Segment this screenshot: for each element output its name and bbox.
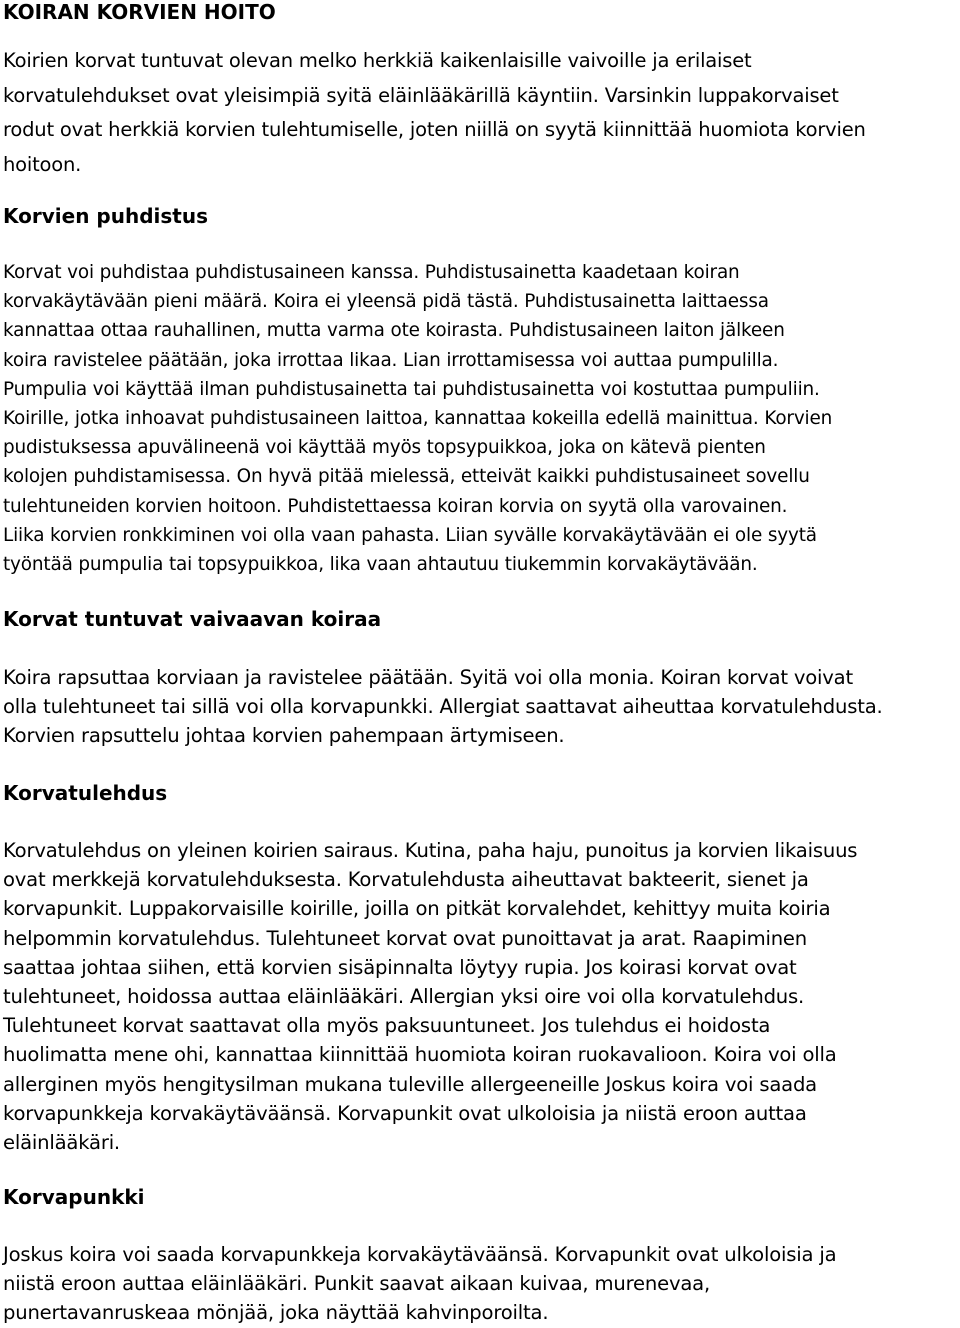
paragraph-line: helpommin korvatulehdus. Tulehtuneet korvat ovat punoittavat ja arat. Raapiminen (3, 926, 807, 950)
paragraph-line: Tulehtuneet korvat saattavat olla myös paksuuntuneet. Jos tulehdus ei hoidosta (3, 1014, 771, 1038)
paragraph-line: saattaa johtaa siihen, että korvien sisäpinnalta löytyy rupia. Jos koirasi korvat ovat (3, 955, 797, 979)
paragraph-line: Korvat voi puhdistaa puhdistusaineen kanssa. Puhdistusainetta kaadetaan koiran (3, 262, 740, 283)
paragraph-line: korvakäytävään pieni määrä. Koira ei yleensä pidä tästä. Puhdistusainetta laittaessa (3, 291, 769, 313)
paragraph-line: korvapunkkeja korvakäytäväänsä. Korvapunkit ovat ulkoloisia ja niistä eroon auttaa (3, 1101, 807, 1125)
paragraph-line: tulehtuneiden korvien hoitoon. Puhdistettaessa koiran korvia on syytä olla varovainen. (3, 495, 788, 517)
paragraph-line: huolimatta mene ohi, kannattaa kiinnittää huomiota koiran ruokavalioon. Koira voi olla (3, 1043, 837, 1067)
paragraph-line: allerginen myös hengitysilman mukana tuleville allergeeneille Joskus koira voi saada (3, 1072, 817, 1096)
page-title: KOIRAN KORVIEN HOITO (3, 0, 276, 24)
intro-line: hoitoon. (3, 152, 82, 176)
paragraph-line: niistä eroon auttaa eläinlääkäri. Punkit saavat aikaan kuivaa, murenevaa, (3, 1272, 710, 1296)
intro-line: rodut ovat herkkiä korvien tulehtumiselle, joten niillä on syytä kiinnittää huomiota korvien (3, 118, 866, 141)
section-heading: Korvapunkki (3, 1185, 145, 1209)
paragraph-line: Joskus koira voi saada korvapunkkeja korvakäytäväänsä. Korvapunkit ovat ulkoloisia ja (3, 1243, 837, 1266)
paragraph-line: korvapunkit. Luppakorvaisille koirille, joilla on pitkät korvalehdet, kehittyy muita koiria (3, 897, 831, 921)
paragraph-line: Liika korvien ronkkiminen voi olla vaan pahasta. Liian syvälle korvakäytävään ei ole syytä (3, 524, 817, 546)
intro-line: korvatulehdukset ovat yleisimpiä syitä eläinlääkärillä käyntiin. Varsinkin luppakorvaiset (3, 83, 839, 107)
section-heading: Korvatulehdus (3, 781, 168, 805)
section-heading: Korvat tuntuvat vaivaavan koiraa (3, 607, 382, 631)
intro-line: Koirien korvat tuntuvat olevan melko herkkiä kaikenlaisille vaivoille ja erilaiset (3, 49, 752, 72)
paragraph-line: Koirille, jotka inhoavat puhdistusaineen laittoa, kannattaa kokeilla edellä mainittua. Korvien (3, 408, 833, 430)
paragraph-line: olla tulehtuneet tai sillä voi olla korvapunkki. Allergiat saattavat aiheuttaa korvatulehdusta. (3, 695, 883, 719)
paragraph-line: ovat merkkejä korvatulehduksesta. Korvatulehdusta aiheuttavat bakteerit, sienet ja (3, 868, 809, 892)
section-paragraph (3, 663, 958, 751)
paragraph-line: Koira rapsuttaa korviaan ja ravistelee päätään. Syitä voi olla monia. Koiran korvat voivat (3, 666, 853, 689)
paragraph-line: kolojen puhdistamisessa. On hyvä pitää mielessä, etteivät kaikki puhdistusaineet sovellu (3, 466, 810, 488)
paragraph-line: koira ravistelee päätään, joka irrottaa likaa. Lian irrottamisessa voi auttaa pumpulilla. (3, 349, 779, 371)
paragraph-line: eläinlääkäri. (3, 1131, 120, 1155)
paragraph-line: punertavanruskeaa mönjää, joka näyttää kahvinporoilta. (3, 1301, 549, 1325)
section-paragraph (3, 836, 958, 1157)
paragraph-line: kannattaa ottaa rauhallinen, mutta varma ote koirasta. Puhdistusaineen laiton jälkeen (3, 320, 785, 342)
paragraph-line: pudistuksessa apuvälineenä voi käyttää myös topsypuikkoa, joka on kätevä pienten (3, 437, 766, 459)
paragraph-line: tulehtuneet, hoidossa auttaa eläinlääkäri. Allergian yksi oire voi olla korvatulehdus. (3, 985, 805, 1009)
paragraph-line: Korvien rapsuttelu johtaa korvien pahempaan ärtymiseen. (3, 724, 565, 748)
section-heading: Korvien puhdistus (3, 204, 208, 228)
section-paragraph (3, 1240, 958, 1328)
section-paragraph (3, 258, 958, 579)
paragraph-line: Pumpulia voi käyttää ilman puhdistusainetta tai puhdistusainetta voi kostuttaa pumpuliin. (3, 378, 820, 400)
paragraph-line: Korvatulehdus on yleinen koirien sairaus. Kutina, paha haju, punoitus ja korvien likaisuus (3, 839, 858, 862)
paragraph-line: työntää pumpulia tai topsypuikkoa, lika vaan ahtautuu tiukemmin korvakäytävään. (3, 554, 758, 576)
intro-paragraph (3, 44, 958, 182)
